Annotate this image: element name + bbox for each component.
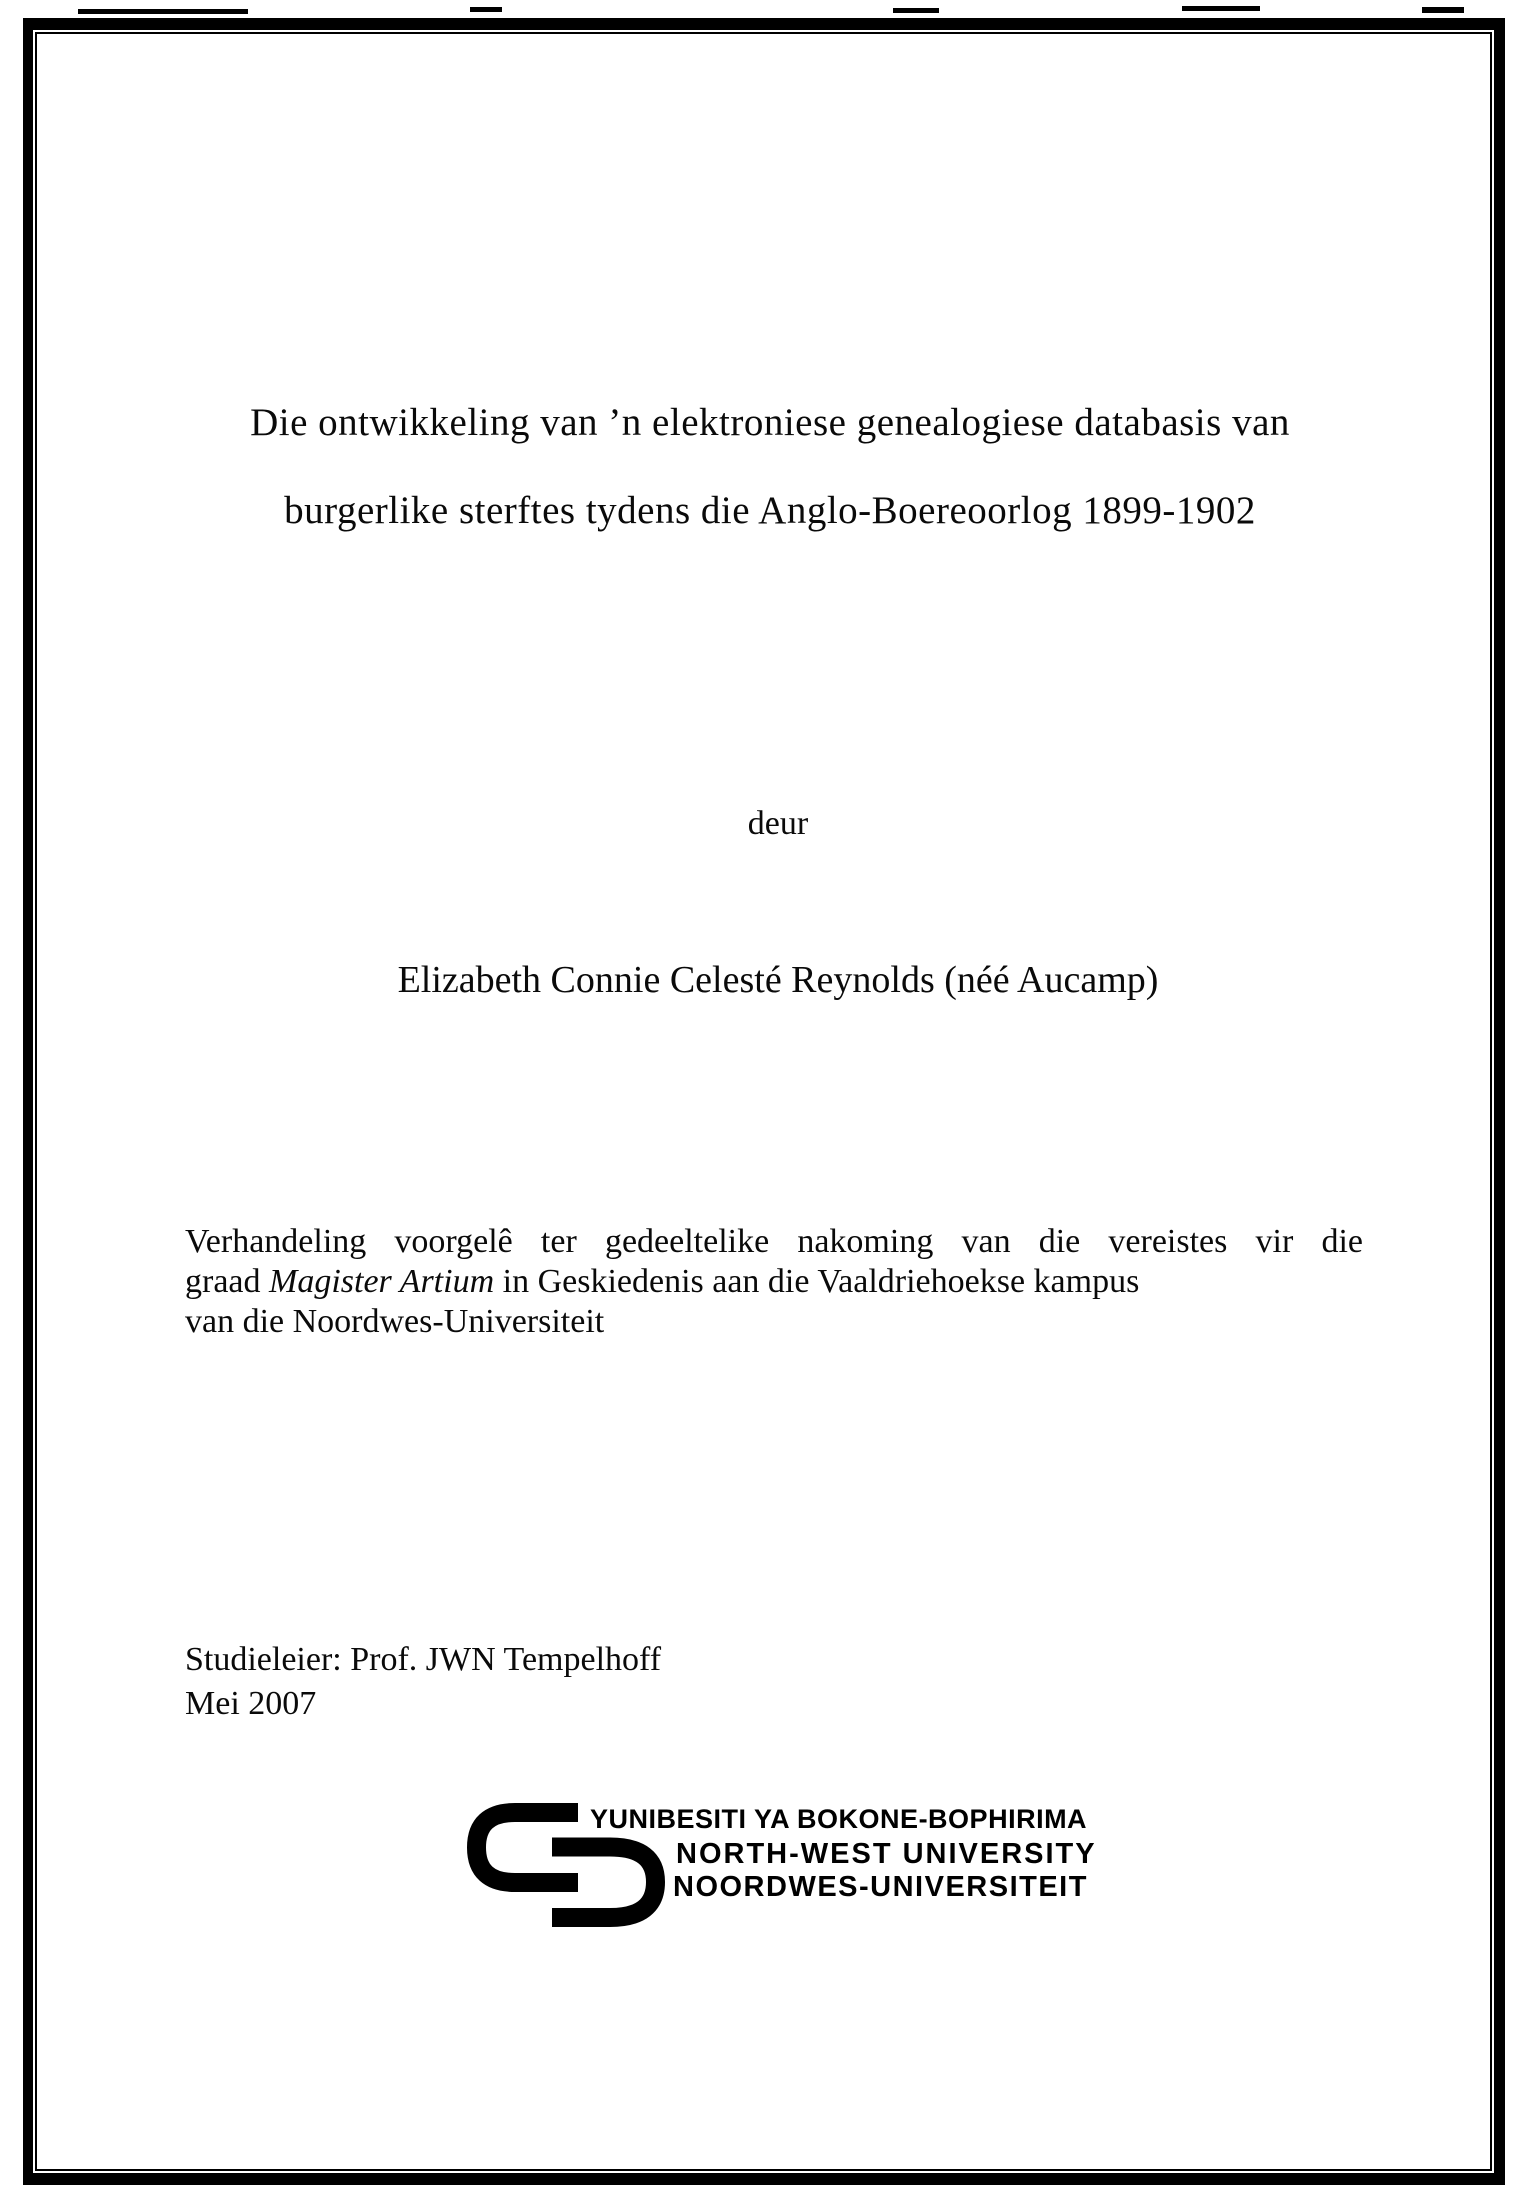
logo-text-setswana: YUNIBESITI YA BOKONE-BOPHIRIMA: [590, 1804, 1088, 1834]
logo-text-english: NORTH-WEST UNIVERSITY: [676, 1838, 1097, 1870]
scan-artifact: [470, 7, 502, 12]
thesis-title-line2: burgerlike sterftes tydens die Anglo-Boereoorlog 1899-1902: [284, 489, 1256, 532]
scan-artifact: [1422, 7, 1464, 13]
supervisor-line: Studieleier: Prof. JWN Tempelhoff: [185, 1641, 662, 1678]
scan-artifact: [1182, 6, 1260, 11]
university-logo: [460, 1795, 1160, 1940]
statement-line2-post: in Geskiedenis aan die Vaaldriehoekse kampus: [494, 1263, 1140, 1300]
logo-text-afrikaans: NOORDWES-UNIVERSITEIT: [673, 1871, 1088, 1903]
scan-artifact: [893, 8, 939, 13]
byline-label: deur: [747, 805, 809, 842]
statement-line2-pre: graad: [185, 1263, 270, 1300]
date-line: Mei 2007: [185, 1685, 317, 1722]
thesis-statement: [185, 1222, 1363, 1342]
thesis-title: [20, 379, 1520, 555]
statement-line1: Verhandeling voorgelê ter gedeeltelike nakoming van die vereistes vir die: [185, 1223, 1363, 1260]
statement-line3: van die Noordwes-Universiteit: [185, 1303, 605, 1340]
statement-line2: [185, 1262, 1363, 1302]
author-name: Elizabeth Connie Celesté Reynolds (néé Aucamp): [397, 959, 1159, 1001]
thesis-title-line1: Die ontwikkeling van ’n elektroniese genealogiese databasis van: [250, 401, 1290, 444]
supervisor-block: [185, 1638, 661, 1726]
degree-name: Magister Artium: [269, 1263, 495, 1300]
scan-artifact: [78, 9, 248, 14]
